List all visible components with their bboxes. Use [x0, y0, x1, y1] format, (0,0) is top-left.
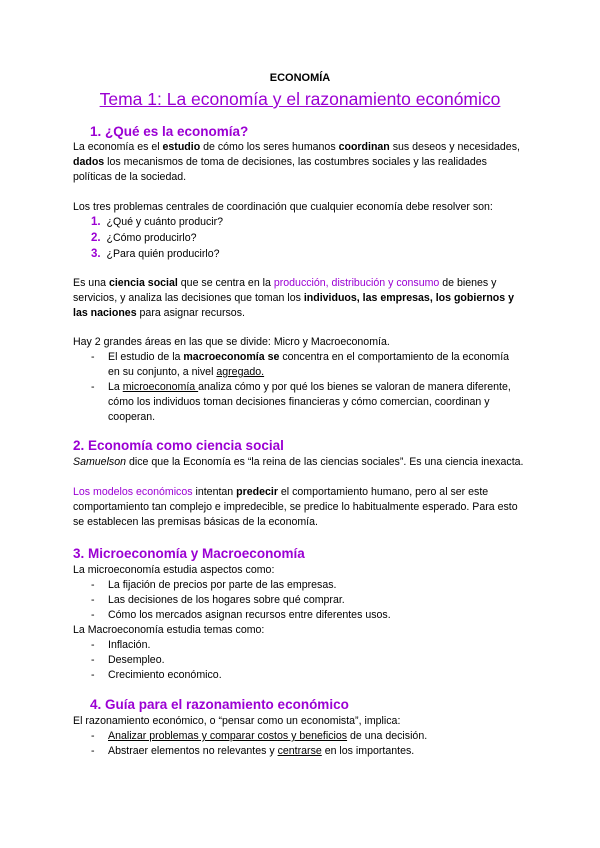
list-item: Desempleo. [108, 654, 165, 666]
s1-paragraph-4: Hay 2 grandes áreas en las que se divide: Micro y Macroeconomía. [73, 336, 390, 348]
text: La [108, 381, 123, 393]
text: de una decisión. [347, 730, 428, 742]
text: Abstraer elementos no relevantes y [108, 745, 278, 757]
text: La economía es el [73, 141, 163, 153]
s1-paragraph-3 [73, 276, 528, 321]
list-number: 1. [91, 216, 101, 228]
underlined-text: microeconomía [122, 381, 199, 393]
s2-paragraph-2 [73, 485, 528, 530]
dash-bullet: - [91, 745, 95, 757]
dash-bullet: - [91, 594, 95, 606]
tema-title: Tema 1: La economía y el razonamiento económico [99, 89, 501, 109]
list-item: Crecimiento económico. [108, 669, 222, 681]
bold-text: predecir [236, 486, 278, 498]
list-item: Cómo los mercados asignan recursos entre diferentes usos. [108, 609, 391, 621]
highlight-text: Los modelos económicos [73, 486, 193, 498]
text: sus deseos y necesidades, [389, 141, 520, 153]
s4-intro: El razonamiento económico, o “pensar como un economista”, implica: [73, 715, 401, 727]
list-number: 2. [91, 232, 101, 244]
underlined-text: centrarse [277, 745, 322, 757]
text: analiza cómo y por qué los bienes se valoran de manera diferente, cómo los individuos toman decisiones financieras y cómo comercian, coordinan y cooperan. [108, 381, 511, 423]
problem-item [91, 247, 220, 262]
list-item: La fijación de precios por parte de las empresas. [108, 579, 337, 591]
bold-text: dados [73, 156, 105, 168]
italic-text: Samuelson [73, 456, 126, 468]
list-item: Las decisiones de los hogares sobre qué comprar. [108, 594, 345, 606]
bold-text: coordinan [338, 141, 390, 153]
section-3-heading: 3. Microeconomía y Macroeconomía [73, 546, 305, 561]
text: el comportamiento humano, pero al ser este comportamiento tan complejo e impredecible, se predice lo habitualmente esperado. Para esto se establecen las premisas básicas de la economía. [73, 486, 518, 528]
section-4-heading: 4. Guía para el razonamiento económico [90, 697, 349, 712]
micro-bullet [108, 380, 518, 425]
dash-bullet: - [91, 654, 95, 666]
bold-text: ciencia social [108, 277, 178, 289]
bold-text: individuos, las empresas, los gobiernos y las naciones [73, 292, 515, 319]
list-text: ¿Cómo producirlo? [106, 232, 197, 244]
section-1-heading: 1. ¿Qué es la economía? [90, 124, 249, 139]
text: dice que la Economía es “la reina de las ciencias sociales”. Es una ciencia inexacta. [126, 456, 524, 468]
bold-text: estudio [162, 141, 201, 153]
text: Es una [73, 277, 109, 289]
text: intentan [192, 486, 237, 498]
list-item: Inflación. [108, 639, 151, 651]
text: concentra en el comportamiento de la economía en su conjunto, a nivel [108, 351, 510, 378]
dash-bullet: - [91, 381, 95, 393]
list-text: ¿Qué y cuánto producir? [106, 216, 224, 228]
bold-text: macroeconomía se [183, 351, 280, 363]
document-title: ECONOMÍA [269, 72, 331, 84]
dash-bullet: - [91, 730, 95, 742]
list-text: ¿Para quién producirlo? [106, 248, 220, 260]
micro-intro: La microeconomía estudia aspectos como: [73, 564, 275, 576]
list-number: 3. [91, 248, 101, 260]
underlined-text: agregado. [216, 366, 265, 378]
text: los mecanismos de toma de decisiones, las costumbres sociales y las realidades políticas de la sociedad. [73, 156, 487, 183]
s1-paragraph-1 [73, 140, 528, 185]
s2-paragraph-1 [73, 455, 528, 470]
text: de bienes y servicios, y analiza las decisiones que toman los [73, 277, 497, 304]
text: El estudio de la [108, 351, 184, 363]
dash-bullet: - [91, 351, 95, 363]
dash-bullet: - [91, 609, 95, 621]
section-2-heading: 2. Economía como ciencia social [73, 438, 284, 453]
text: en los importantes. [321, 745, 415, 757]
list-item [108, 744, 518, 759]
text: para asignar recursos. [136, 307, 245, 319]
dash-bullet: - [91, 669, 95, 681]
dash-bullet: - [91, 579, 95, 591]
problem-item [91, 215, 223, 230]
underlined-text: Analizar problemas y comparar costos y beneficios [108, 730, 348, 742]
text: de cómo los seres humanos [200, 141, 339, 153]
highlight-text: producción, distribución y consumo [273, 277, 440, 289]
macro-intro: La Macroeconomía estudia temas como: [73, 624, 265, 636]
problem-item [91, 231, 197, 246]
s1-paragraph-2: Los tres problemas centrales de coordinación que cualquier economía debe resolver son: [73, 201, 493, 213]
dash-bullet: - [91, 639, 95, 651]
list-item [108, 729, 518, 744]
macro-bullet [108, 350, 518, 380]
text: que se centra en la [177, 277, 274, 289]
